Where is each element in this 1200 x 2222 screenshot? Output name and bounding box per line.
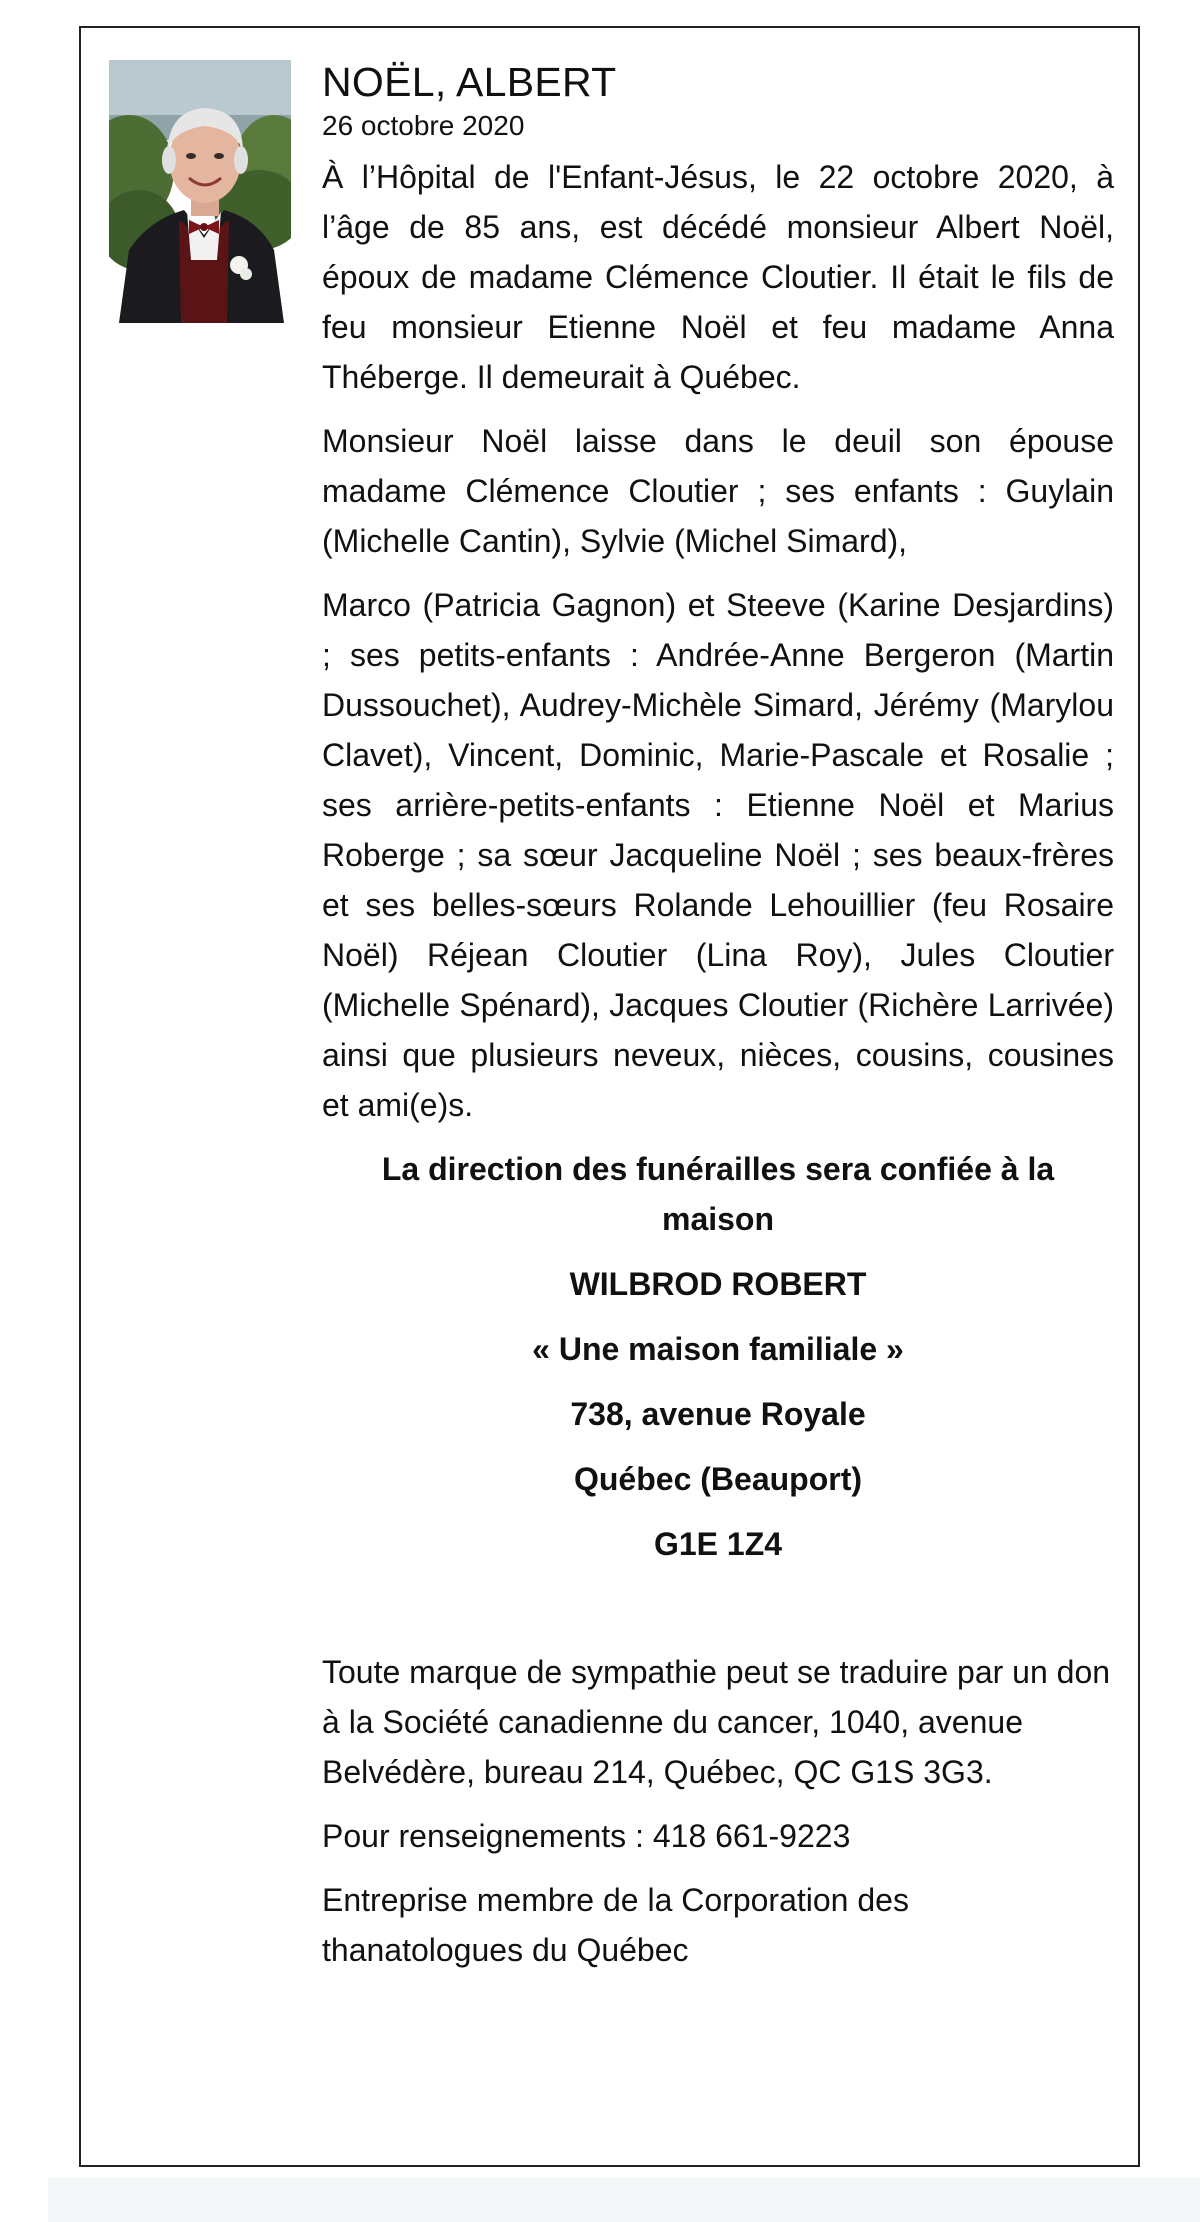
funeral-home-slogan: « Une maison familiale » [532,1331,904,1367]
obituary-content [322,56,1114,1989]
family-paragraph-2: Marco (Patricia Gagnon) et Steeve (Karine Desjardins) ; ses petits-enfants : Andrée-Anne Bergeron (Martin Dussouchet), Audrey-Michèle Simard, Jérémy (Marylou Clavet), Vincent, Dominic, Marie-Pascale et Rosalie ; ses arrière-petits-enfants : Etienne Noël et Marius Roberge ; sa sœur Jacqueline Noël ; ses beaux-frères et ses belles-sœurs Rolande Lehouillier (feu Rosaire Noël) Réjean Cloutier (Lina Roy), Jules Cloutier (Michelle Spénard), Jacques Cloutier (Richère Larrivée) ainsi que plusieurs neveux, nièces, cousins, cousines et ami(e)s. [322,587,1114,1123]
funeral-intro: La direction des funérailles sera confiée à la maison [381,1151,1055,1237]
member-line: Entreprise membre de la Corporation des thanatologues du Québec [322,1882,909,1968]
funeral-home-block [322,1144,1114,1569]
death-notice-paragraph: À l’Hôpital de l'Enfant-Jésus, le 22 octobre 2020, à l’âge de 85 ans, est décédé monsieur Albert Noël, époux de madame Clémence Cloutier. Il était le fils de feu monsieur Etienne Noël et feu madame Anna Théberge. Il demeurait à Québec. [322,159,1114,395]
funeral-home-postal-code: G1E 1Z4 [653,1526,783,1562]
obituary-card [79,26,1140,2167]
sympathy-paragraph: Toute marque de sympathie peut se traduire par un don à la Société canadienne du cancer, 1040, avenue Belvédère, bureau 214, Québec, QC G1S 3G3. [322,1654,1111,1790]
deceased-name: NOËL, ALBERT [322,59,617,105]
family-paragraph-1: Monsieur Noël laisse dans le deuil son épouse madame Clémence Cloutier ; ses enfants : Guylain (Michelle Cantin), Sylvie (Michel Simard), [322,423,1114,559]
funeral-home-name: WILBROD ROBERT [569,1266,867,1302]
publication-date: 26 octobre 2020 [322,110,525,141]
funeral-home-city: Québec (Beauport) [573,1461,863,1497]
page-bottom-strip [48,2178,1200,2222]
portrait-photo [109,60,291,323]
section-spacer [322,1569,1114,1647]
funeral-home-street: 738, avenue Royale [570,1396,866,1432]
info-line: Pour renseignements : 418 661-9223 [322,1818,851,1854]
